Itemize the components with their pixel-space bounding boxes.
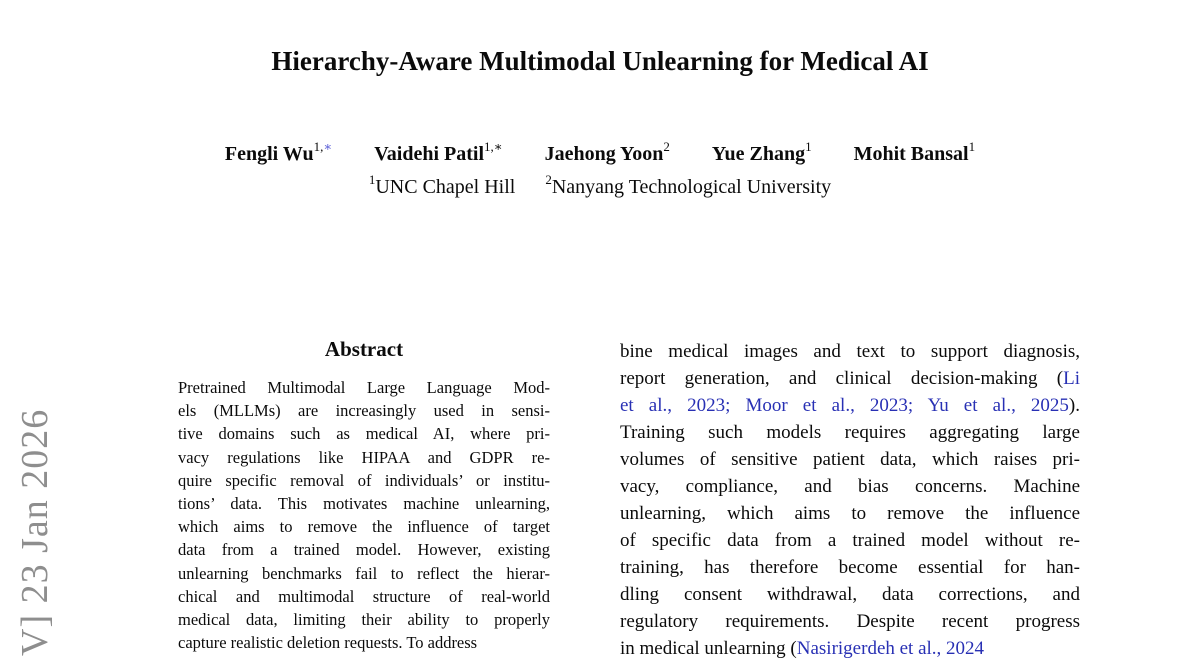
text-segment: chical and multimodal structure of real-world	[178, 586, 550, 606]
text-line	[620, 554, 1080, 581]
text-line	[178, 608, 550, 631]
author-name: Fengli Wu	[224, 143, 314, 165]
text-segment: dling consent withdrawal, data corrections, and	[620, 584, 1080, 605]
text-line	[178, 515, 550, 538]
citation-link[interactable]: et al., 2023; Moor et al., 2023; Yu et al., 2025	[620, 395, 1069, 416]
text-line	[178, 376, 550, 399]
text-line	[178, 422, 550, 445]
abstract-heading: Abstract	[324, 337, 404, 361]
affiliation-number: 1,	[313, 139, 324, 155]
text-segment: vacy, compliance, and bias concerns. Machine	[620, 476, 1080, 497]
affiliation-name: UNC Chapel Hill	[375, 176, 516, 198]
author-list	[0, 139, 1200, 166]
author	[853, 139, 976, 165]
author-superscript	[969, 139, 976, 154]
text-line	[178, 446, 550, 469]
text-segment: volumes of sensitive patient data, which raises pri-	[620, 449, 1080, 470]
author-name: Mohit Bansal	[853, 143, 969, 165]
text-segment: quire specific removal of individuals’ or institu-	[178, 470, 550, 490]
author-superscript	[484, 139, 503, 154]
author-name: Yue Zhang	[711, 143, 806, 165]
text-segment: ).	[1068, 395, 1080, 416]
citation-link[interactable]: Li	[1063, 368, 1080, 389]
text-line	[178, 492, 550, 515]
text-line	[620, 392, 1080, 419]
footnote-star: ∗	[323, 139, 333, 155]
affiliation-number: 2	[663, 139, 670, 155]
abstract-text	[178, 376, 550, 654]
text-segment: data from a trained model. However, existing	[178, 540, 550, 560]
right-column-text	[620, 338, 1080, 662]
author	[544, 139, 670, 165]
text-line	[178, 585, 550, 608]
affiliation	[545, 172, 832, 198]
author	[224, 139, 333, 165]
text-line	[620, 500, 1080, 527]
citation-link[interactable]: Nasirigerdeh et al., 2024	[796, 638, 985, 659]
affiliation-number: 1	[968, 139, 976, 155]
text-segment: unlearning, which aims to remove the influence	[620, 503, 1080, 524]
text-segment: els (MLLMs) are increasingly used in sensi-	[178, 401, 550, 421]
text-line	[620, 608, 1080, 635]
text-segment: regulatory requirements. Despite recent progress	[620, 611, 1080, 632]
text-segment: which aims to remove the influence of target	[178, 517, 550, 537]
affiliation-number: 1	[368, 172, 376, 188]
text-line	[620, 365, 1080, 392]
author-superscript	[805, 139, 812, 154]
text-line	[620, 635, 1080, 662]
text-segment: unlearning benchmarks fail to reflect the hierar-	[178, 563, 550, 583]
author-superscript	[663, 139, 670, 154]
text-line	[620, 527, 1080, 554]
text-segment: Training such models requires aggregating large	[620, 422, 1080, 443]
affiliation-name: Nanyang Technological University	[551, 176, 832, 198]
author	[711, 139, 812, 165]
text-line	[620, 338, 1080, 365]
text-segment: medical data, limiting their ability to properly	[178, 609, 550, 629]
text-line	[620, 473, 1080, 500]
text-line	[178, 631, 550, 654]
text-line	[178, 562, 550, 585]
affiliation-number: 1	[805, 139, 812, 155]
author-superscript	[314, 139, 333, 154]
text-line	[178, 538, 550, 561]
text-segment: tive domains such as medical AI, where pri-	[178, 424, 550, 444]
text-line	[178, 469, 550, 492]
text-segment: of specific data from a trained model without re-	[620, 530, 1080, 551]
affiliation-list	[0, 172, 1200, 199]
text-line	[620, 419, 1080, 446]
text-segment: capture realistic deletion requests. To address	[178, 633, 478, 653]
affiliation-number: 1,∗	[484, 139, 503, 155]
text-segment: training, has therefore become essential for han-	[620, 557, 1080, 578]
text-line	[620, 581, 1080, 608]
text-segment: report generation, and clinical decision-making (	[620, 368, 1064, 389]
text-line	[178, 399, 550, 422]
arxiv-watermark: V] 23 Jan 2026	[14, 408, 56, 656]
author-name: Vaidehi Patil	[374, 143, 485, 165]
text-segment: Pretrained Multimodal Large Language Mod-	[178, 378, 550, 397]
text-segment: vacy regulations like HIPAA and GDPR re-	[178, 447, 550, 467]
text-segment: tions’ data. This motivates machine unlearning,	[178, 493, 550, 513]
author	[374, 139, 503, 165]
affiliation-number: 2	[545, 172, 552, 188]
text-segment: in medical unlearning (	[620, 638, 797, 659]
paper-title: Hierarchy-Aware Multimodal Unlearning for Medical AI	[271, 46, 929, 76]
text-line	[620, 446, 1080, 473]
author-name: Jaehong Yoon	[544, 143, 664, 165]
affiliation	[368, 172, 516, 198]
text-segment: bine medical images and text to support diagnosis,	[620, 341, 1080, 362]
